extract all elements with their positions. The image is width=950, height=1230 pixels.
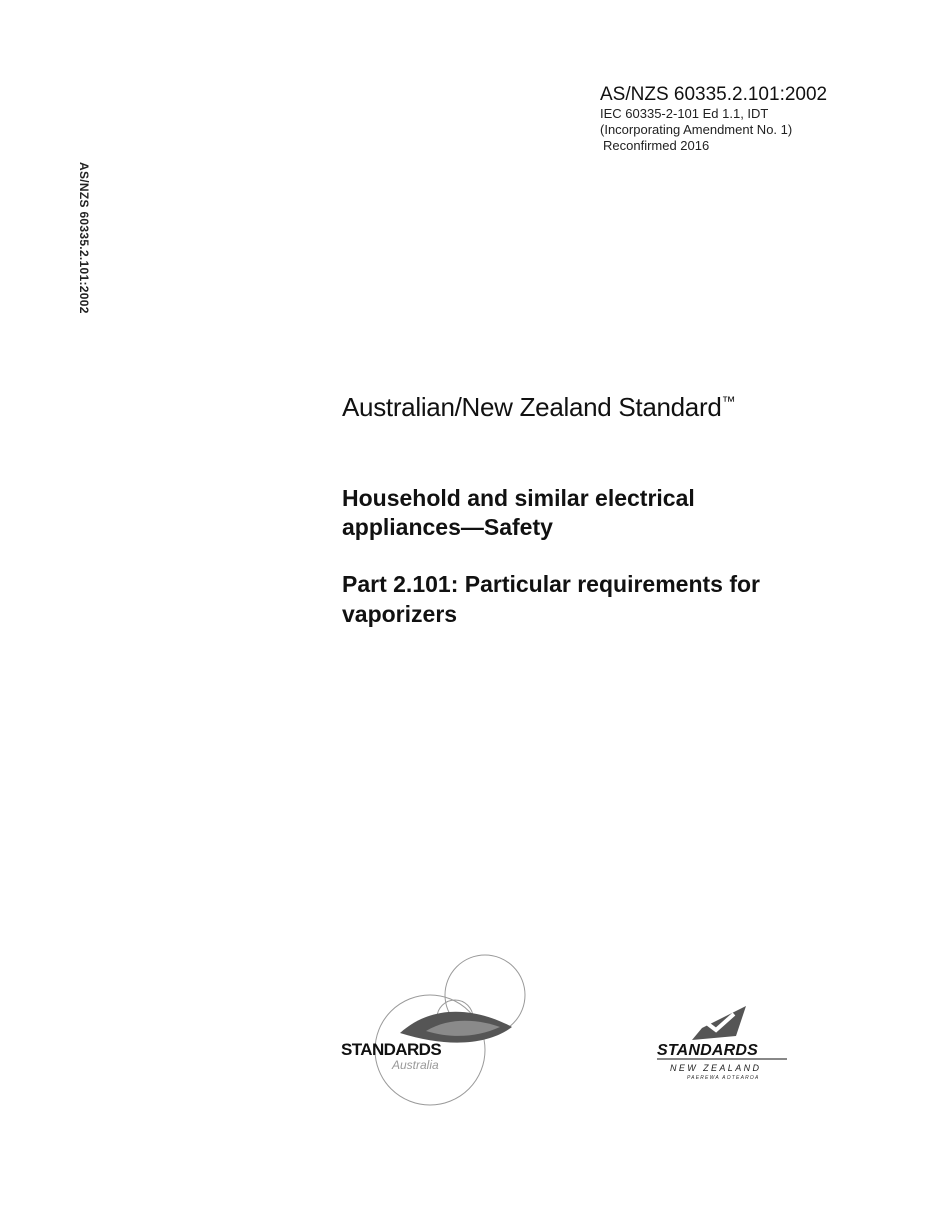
title-line-2: appliances—Safety <box>342 514 553 540</box>
sa-logo-main-text: STANDARDS <box>341 1040 442 1059</box>
subtitle-line-2: vaporizers <box>342 601 458 627</box>
standards-australia-logo <box>330 945 540 1145</box>
subtitle-line-1: Part 2.101: Particular requirements for <box>342 571 760 597</box>
reconfirmed-note: Reconfirmed 2016 <box>603 138 710 153</box>
nz-logo-main-text: STANDARDS <box>657 1042 759 1059</box>
nz-logo-sub-text: NEW ZEALAND <box>670 1063 762 1073</box>
series-name <box>342 392 735 423</box>
document-subtitle <box>342 569 862 629</box>
title-line-1: Household and similar electrical <box>342 485 695 511</box>
nz-logo-mark <box>692 1006 746 1040</box>
amendment-note: (Incorporating Amendment No. 1) <box>600 122 793 137</box>
standard-header <box>600 84 827 154</box>
standards-new-zealand-logo <box>650 1000 800 1100</box>
document-title <box>342 484 862 542</box>
spine-label: AS/NZS 60335.2.101:2002 <box>77 162 91 314</box>
series-text: Australian/New Zealand Standard <box>342 392 722 422</box>
trademark-symbol: ™ <box>721 393 736 409</box>
standard-number: AS/NZS 60335.2.101:2002 <box>600 84 828 105</box>
nz-logo-maori-text: PAEREWA AOTEAROA <box>687 1075 760 1081</box>
sa-logo-sub-text: Australia <box>392 1058 439 1072</box>
iec-reference: IEC 60335-2-101 Ed 1.1, IDT <box>600 106 769 121</box>
